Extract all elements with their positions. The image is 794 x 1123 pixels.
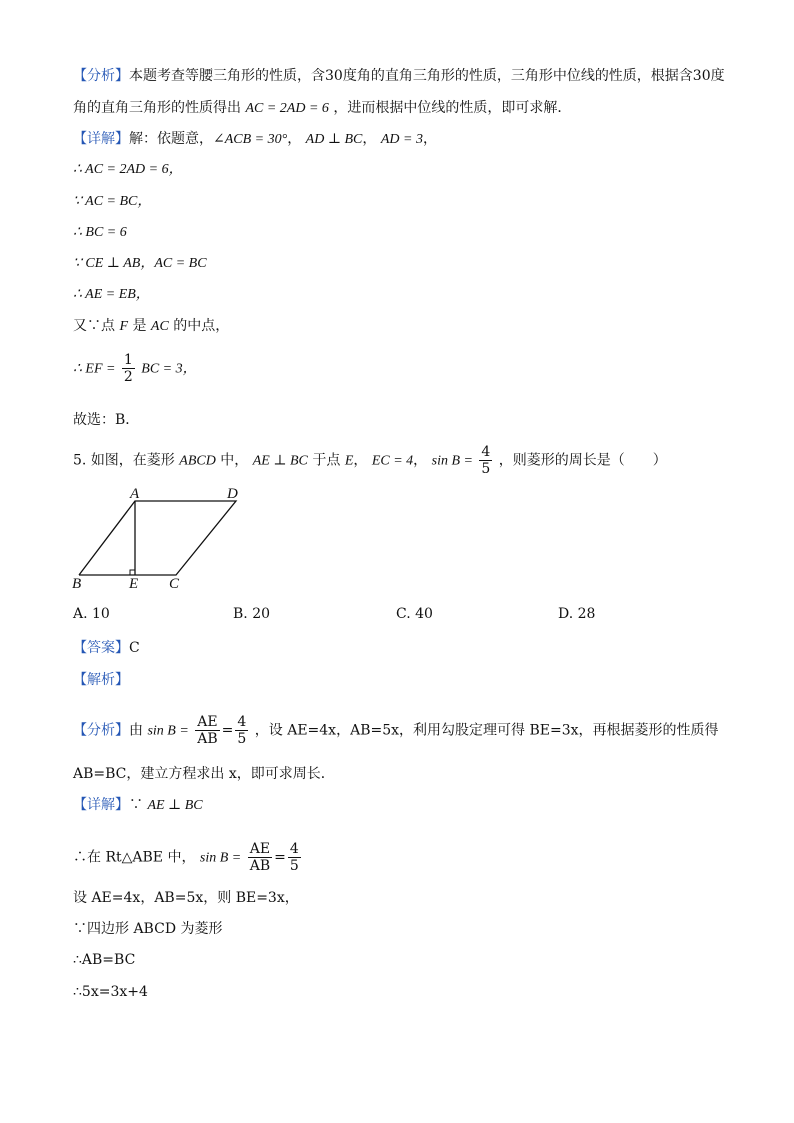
q4-step-4: ∵ CE ⊥ AB，AC = BC [73,256,207,271]
fraction-denominator: 2 [123,369,133,385]
detail-text: ∴在 Rt△ABE 中， [73,849,196,866]
q4-step-6 [73,316,229,337]
q4-step-5: ∴ AE = EB， [73,287,150,302]
math-expression: AC = 2AD = 6 [245,101,329,116]
option-value: 28 [577,606,596,622]
fraction-numerator: AE [249,841,271,857]
fraction [479,444,492,477]
fraction-numerator: 4 [289,841,299,857]
option-letter: D. [558,606,574,622]
fraction-numerator: 4 [237,714,247,730]
q4-analysis-line1 [73,66,725,86]
right-angle-mark [130,570,135,575]
label-d: D [227,486,238,502]
math-expression: EC = 4 [371,453,414,469]
fraction [288,841,301,874]
question-text: 中， [220,452,249,469]
math-expression: ∴ EF = [73,361,116,377]
q5-detail-line4: ∵四边形 ABCD 为菱形 [73,921,223,937]
question-text: 于点 [312,452,341,469]
fraction [235,714,248,747]
detail-tag: 【详解】 [73,797,129,813]
question-number: 5. [73,452,87,469]
math-expression: AE ⊥ BC [252,453,308,469]
q5-detail-line2 [73,841,303,874]
analysis-text: ，进而根据中位线的性质，即可求解． [333,100,572,116]
q4-analysis-line2 [73,98,571,119]
fraction-denominator: 5 [289,858,299,874]
math-expression: sin B = [199,850,242,866]
analysis-text: 角的直角三角形的性质得出 [73,100,241,116]
math-expression: E [344,453,354,469]
answer-line [73,638,140,658]
math-expression: sin B = [147,723,189,739]
detail-text: 又∵点 [73,318,115,334]
solution-tag: 【解析】 [73,672,129,688]
q4-step-1: ∴ AC = 2AD = 6， [73,162,183,177]
fraction-numerator: AE [197,714,218,730]
q5-detail-line1 [73,795,203,816]
label-e: E [129,576,139,592]
answer-tag: 【答案】 [73,640,129,656]
q4-step-2: ∵ AC = BC， [73,194,152,209]
option-value: 10 [92,606,110,622]
math-expression: ABCD [179,453,216,469]
q5-question: 5. 如图，在菱形 ABCD 中， AE ⊥ BC 于点 E， EC = 4， sin B = $\frac{4}{5}$ ，则菱形的周长是（ ） [73,444,667,477]
fraction [195,714,219,747]
equals-sign: = [274,849,286,866]
analysis-tag: 【分析】 [73,68,129,84]
analysis-tag: 【分析】 [73,722,129,739]
detail-text: ∵ [129,797,143,813]
question-text: 如图，在菱形 [90,452,175,469]
label-a: A [130,486,140,502]
math-expression: BC = 3， [141,361,197,377]
q5-detail-line3: 设 AE=4x，AB=5x，则 BE=3x， [73,890,299,906]
fraction [122,352,135,385]
q4-detail-intro: 【详解】解：依题意，∠ACB = 30°， AD ⊥ BC， AD = 3， [73,131,437,147]
q4-step-3: ∴ BC = 6 [73,225,127,240]
math-expression: sin B = [431,453,473,469]
detail-text: 解：依题意， [129,131,213,147]
question-text: ，则菱形的周长是（ ） [498,452,667,469]
math-expression: AC [150,319,169,334]
q5-analysis-line2: AB=BC，建立方程求出 x，即可求周长． [73,766,335,782]
option-value: 20 [252,606,271,622]
rhombus-figure [60,482,260,594]
rhombus-outline [79,501,236,575]
fraction-denominator: AB [249,858,271,874]
equals-sign: = [221,722,234,739]
option-letter: B. [233,606,248,622]
analysis-text: ，设 AE=4x，AB=5x，利用勾股定理可得 BE=3x，再根据菱形的性质得 [254,722,719,739]
label-b: B [72,576,82,592]
fraction-denominator: AB [197,731,218,747]
answer-value: C [129,640,140,656]
math-expression: AD ⊥ BC [305,132,363,147]
fraction [248,841,272,874]
option-letter: A. [73,606,88,622]
analysis-text: 本题考查等腰三角形的性质，含30度角的直角三角形的性质，三角形中位线的性质，根据含30度 [129,68,725,84]
analysis-text: 由 [129,722,143,739]
math-expression: F [119,319,129,334]
option-value: 40 [415,606,433,622]
label-c: C [169,576,180,592]
fraction-numerator: 4 [481,444,491,460]
option-c [396,606,433,622]
q5-detail-line6: ∴5x=3x+4 [73,984,148,1000]
q4-step-7 [73,352,197,385]
option-b [233,606,270,622]
q4-conclusion: 故选：B． [73,412,140,428]
option-d [558,606,595,622]
fraction-denominator: 5 [237,731,247,747]
q5-analysis-line1 [73,714,719,747]
q5-detail-line5: ∴AB=BC [73,952,136,968]
option-letter: C. [396,606,411,622]
math-expression: AE ⊥ BC [147,798,203,813]
math-expression: ∠ACB = 30° [213,132,288,147]
option-a [73,606,110,622]
math-expression: AD = 3 [380,132,423,147]
detail-tag: 【详解】 [73,131,129,147]
detail-text: 是 [132,318,147,334]
fraction-numerator: 1 [123,352,133,368]
fraction-denominator: 5 [481,461,491,477]
detail-text: 的中点， [173,318,230,334]
